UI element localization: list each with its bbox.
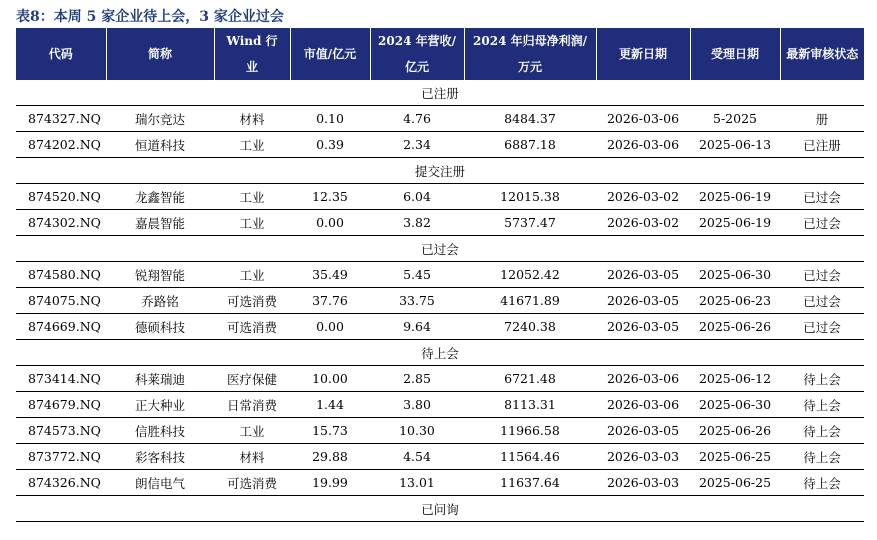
cell-industry: 工业 — [214, 418, 290, 444]
cell-market-cap: 1.44 — [290, 392, 370, 418]
cell-revenue: 2.85 — [370, 366, 464, 392]
cell-name: 嘉晨智能 — [106, 210, 214, 236]
section-label: 已问询 — [16, 496, 864, 522]
column-header-label: 更新日期 — [618, 47, 667, 61]
column-header-label: 2024 年营收/ — [378, 34, 456, 48]
cell-accept-date: 5-2025 — [690, 106, 780, 132]
cell-net-profit: 5737.47 — [464, 210, 596, 236]
column-header-name — [106, 28, 214, 80]
column-header-label: 最新审核状态 — [786, 47, 859, 61]
cell-name: 乔路铭 — [106, 288, 214, 314]
cell-industry: 材料 — [214, 106, 290, 132]
header-row — [16, 28, 864, 80]
cell-industry: 工业 — [214, 132, 290, 158]
cell-accept-date: 2025-06-13 — [690, 132, 780, 158]
column-header-label-line2: 万元 — [517, 60, 542, 74]
cell-status: 待上会 — [780, 470, 864, 496]
cell-code: 873772.NQ — [16, 444, 106, 470]
cell-update-date: 2026-03-03 — [596, 470, 690, 496]
column-header-market-cap — [290, 28, 370, 80]
cell-revenue: 3.80 — [370, 392, 464, 418]
cell-net-profit: 11564.46 — [464, 444, 596, 470]
cell-net-profit: 6721.48 — [464, 366, 596, 392]
cell-industry: 材料 — [214, 444, 290, 470]
cell-update-date: 2026-03-06 — [596, 132, 690, 158]
cell-name: 彩客科技 — [106, 444, 214, 470]
cell-update-date: 2026-03-02 — [596, 184, 690, 210]
cell-status: 已过会 — [780, 314, 864, 340]
cell-revenue: 4.54 — [370, 444, 464, 470]
cell-revenue: 13.01 — [370, 470, 464, 496]
cell-name: 德硕科技 — [106, 314, 214, 340]
column-header-net-profit — [464, 28, 596, 80]
cell-status: 待上会 — [780, 392, 864, 418]
table-row — [16, 418, 864, 444]
cell-name: 朗信电气 — [106, 470, 214, 496]
cell-update-date: 2026-03-03 — [596, 444, 690, 470]
table-row — [16, 366, 864, 392]
cell-name: 信胜科技 — [106, 418, 214, 444]
table-row — [16, 470, 864, 496]
section-label: 提交注册 — [16, 158, 864, 184]
cell-code: 873414.NQ — [16, 366, 106, 392]
cell-net-profit: 11966.58 — [464, 418, 596, 444]
cell-code: 874669.NQ — [16, 314, 106, 340]
column-header-update-date — [596, 28, 690, 80]
table-row — [16, 392, 864, 418]
cell-market-cap: 10.00 — [290, 366, 370, 392]
cell-net-profit: 12015.38 — [464, 184, 596, 210]
column-header-label: Wind 行 — [226, 34, 278, 48]
cell-industry: 医疗保健 — [214, 366, 290, 392]
cell-status: 已过会 — [780, 288, 864, 314]
cell-name: 正大种业 — [106, 392, 214, 418]
section-row — [16, 340, 864, 366]
cell-net-profit: 7240.38 — [464, 314, 596, 340]
cell-industry: 工业 — [214, 262, 290, 288]
cell-net-profit: 12052.42 — [464, 262, 596, 288]
cell-net-profit: 11637.64 — [464, 470, 596, 496]
cell-code: 874302.NQ — [16, 210, 106, 236]
cell-net-profit: 8484.37 — [464, 106, 596, 132]
cell-status: 待上会 — [780, 366, 864, 392]
cell-code: 874326.NQ — [16, 470, 106, 496]
cell-accept-date: 2025-06-26 — [690, 314, 780, 340]
table-row — [16, 262, 864, 288]
cell-accept-date: 2025-06-19 — [690, 184, 780, 210]
cell-market-cap: 37.76 — [290, 288, 370, 314]
cell-accept-date: 2025-06-26 — [690, 418, 780, 444]
column-header-industry — [214, 28, 290, 80]
section-label: 已注册 — [16, 80, 864, 106]
cell-accept-date: 2025-06-25 — [690, 444, 780, 470]
cell-code: 874202.NQ — [16, 132, 106, 158]
cell-update-date: 2026-03-02 — [596, 210, 690, 236]
cell-accept-date: 2025-06-12 — [690, 366, 780, 392]
cell-accept-date: 2025-06-25 — [690, 470, 780, 496]
table-row — [16, 106, 864, 132]
cell-industry: 日常消费 — [214, 392, 290, 418]
cell-name: 恒道科技 — [106, 132, 214, 158]
cell-market-cap: 0.00 — [290, 210, 370, 236]
table-row — [16, 184, 864, 210]
cell-market-cap: 0.10 — [290, 106, 370, 132]
cell-accept-date: 2025-06-30 — [690, 262, 780, 288]
cell-market-cap: 15.73 — [290, 418, 370, 444]
section-row — [16, 158, 864, 184]
cell-update-date: 2026-03-06 — [596, 106, 690, 132]
section-row — [16, 496, 864, 522]
cell-code: 874520.NQ — [16, 184, 106, 210]
column-header-label: 受理日期 — [710, 47, 759, 61]
column-header-accept-date — [690, 28, 780, 80]
cell-industry: 可选消费 — [214, 288, 290, 314]
section-row — [16, 236, 864, 262]
column-header-label-line2: 业 — [245, 60, 258, 74]
column-header-label: 市值/亿元 — [303, 47, 357, 61]
cell-status: 待上会 — [780, 418, 864, 444]
cell-status: 已过会 — [780, 184, 864, 210]
table-row — [16, 210, 864, 236]
cell-update-date: 2026-03-05 — [596, 262, 690, 288]
section-label: 已过会 — [16, 236, 864, 262]
cell-market-cap: 0.39 — [290, 132, 370, 158]
cell-industry: 可选消费 — [214, 314, 290, 340]
cell-update-date: 2026-03-05 — [596, 418, 690, 444]
column-header-label: 代码 — [48, 47, 73, 61]
cell-code: 874573.NQ — [16, 418, 106, 444]
section-row — [16, 80, 864, 106]
cell-name: 锐翔智能 — [106, 262, 214, 288]
cell-revenue: 3.82 — [370, 210, 464, 236]
cell-code: 874580.NQ — [16, 262, 106, 288]
cell-name: 瑞尔竞达 — [106, 106, 214, 132]
table-row — [16, 288, 864, 314]
cell-status: 已过会 — [780, 210, 864, 236]
table-title: 表8：本周 5 家企业待上会，3 家企业过会 — [16, 9, 284, 25]
cell-revenue: 5.45 — [370, 262, 464, 288]
cell-accept-date: 2025-06-23 — [690, 288, 780, 314]
cell-revenue: 10.30 — [370, 418, 464, 444]
cell-market-cap: 0.00 — [290, 314, 370, 340]
cell-update-date: 2026-03-05 — [596, 288, 690, 314]
cell-market-cap: 35.49 — [290, 262, 370, 288]
column-header-code — [16, 28, 106, 80]
cell-market-cap: 19.99 — [290, 470, 370, 496]
cell-accept-date: 2025-06-30 — [690, 392, 780, 418]
column-header-label-line2: 亿元 — [404, 60, 429, 74]
cell-market-cap: 29.88 — [290, 444, 370, 470]
cell-net-profit: 8113.31 — [464, 392, 596, 418]
cell-code: 874075.NQ — [16, 288, 106, 314]
section-label: 待上会 — [16, 340, 864, 366]
cell-revenue: 6.04 — [370, 184, 464, 210]
cell-name: 科莱瑞迪 — [106, 366, 214, 392]
column-header-label: 2024 年归母净利润/ — [473, 34, 587, 48]
column-header-status — [780, 28, 864, 80]
cell-market-cap: 12.35 — [290, 184, 370, 210]
cell-code: 874679.NQ — [16, 392, 106, 418]
cell-update-date: 2026-03-06 — [596, 366, 690, 392]
cell-status: 册 — [780, 106, 864, 132]
cell-name: 龙鑫智能 — [106, 184, 214, 210]
cell-revenue: 33.75 — [370, 288, 464, 314]
cell-update-date: 2026-03-05 — [596, 314, 690, 340]
cell-industry: 可选消费 — [214, 470, 290, 496]
table-row — [16, 444, 864, 470]
cell-industry: 工业 — [214, 184, 290, 210]
cell-revenue: 4.76 — [370, 106, 464, 132]
ipo-status-table — [16, 28, 864, 522]
column-header-label: 简称 — [147, 47, 172, 61]
cell-revenue: 9.64 — [370, 314, 464, 340]
table-row — [16, 132, 864, 158]
cell-industry: 工业 — [214, 210, 290, 236]
cell-update-date: 2026-03-06 — [596, 392, 690, 418]
column-header-revenue — [370, 28, 464, 80]
cell-status: 已注册 — [780, 132, 864, 158]
cell-net-profit: 6887.18 — [464, 132, 596, 158]
cell-code: 874327.NQ — [16, 106, 106, 132]
table-body — [16, 80, 864, 522]
cell-status: 待上会 — [780, 444, 864, 470]
cell-accept-date: 2025-06-19 — [690, 210, 780, 236]
table-header — [16, 28, 864, 80]
cell-status: 已过会 — [780, 262, 864, 288]
cell-net-profit: 41671.89 — [464, 288, 596, 314]
cell-revenue: 2.34 — [370, 132, 464, 158]
table-row — [16, 314, 864, 340]
